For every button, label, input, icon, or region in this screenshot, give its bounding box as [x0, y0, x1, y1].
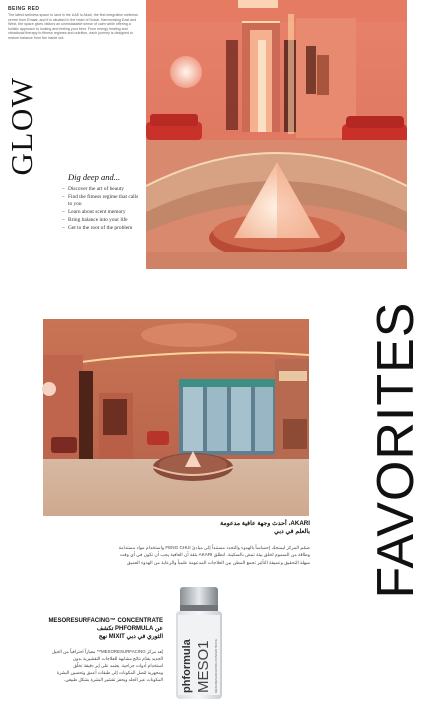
- akari-title-line: AKARI، أحدث وجهة عافية مدعومة: [220, 520, 310, 527]
- meso-article-body: [43, 648, 163, 683]
- meso-article-title: [43, 617, 163, 641]
- list-item: – Bring balance into your life: [62, 217, 142, 223]
- akari-body-line: وطاقة من السموم لخلق بيئة تنبض بالسكينة. انطلق AKARI بثقة أن العافية يجب أن تكون في أي وقت: [119, 552, 310, 558]
- bottle-product-name: MESO1: [195, 640, 212, 693]
- meso-title-line: نهج MIXIT الثوري في دبي: [98, 634, 163, 640]
- meso-body-line: المكونات عبر الجلد ويحفز تقشير البشرة بشكل طبيعي.: [63, 677, 163, 682]
- meso-body-line: يُعد مركز MESORESURFACING™ معياراً احترافياً من الجيل: [51, 649, 163, 654]
- benefit-list: [62, 186, 142, 234]
- section-label: BEING RED: [8, 6, 40, 12]
- akari-interior-photo: [43, 319, 309, 516]
- favorites-heading: FAVORITES: [367, 301, 425, 599]
- meso-body-line: استخدام أدوات جراحية. يعتمد على إبر دقيقة تخلّق: [73, 663, 163, 668]
- bottle-subtitle: MESORESURFACING CONCENTRATE: [214, 639, 218, 693]
- akari-article-title: [150, 520, 310, 536]
- list-item: – Discover the art of beauty: [62, 186, 142, 192]
- akari-lounge-photo: [146, 0, 407, 269]
- meso-title-line: تكشف PHFORMULA عن: [96, 626, 163, 632]
- meso-body-line: ومجهرية لتصل المكونات إلى طبقات أعمق وتحسين البشرة: [56, 670, 163, 675]
- meso1-product-bottle: [168, 585, 230, 702]
- akari-article-body: [44, 544, 310, 566]
- glow-heading: GLOW: [4, 76, 39, 176]
- dig-deep-heading: Dig deep and...: [68, 172, 121, 182]
- list-item: – Find the fitness regime that calls to you: [62, 194, 142, 207]
- akari-body-line: ضمّم المركز ليمنحك إحساساً بالهدوء والتجدد مستنداً إلى مبادئ FENG CHUI واستخدام مواد مستدامة: [118, 545, 310, 550]
- bottle-brand: phformula: [181, 639, 193, 693]
- akari-title-line: بالعلم في دبي: [274, 528, 310, 535]
- meso-title-line: MESORESURFACING™ CONCENTRATE: [48, 618, 163, 624]
- list-item: – Get to the root of the problem: [62, 225, 142, 231]
- meso-body-line: الجديد يقدّم نتائج مشابهة للعلاجات التقشيرية بدون: [72, 656, 163, 661]
- intro-paragraph: The latest wellness space to land in the UAE is Akari, the first integrative wellness centre from Emaar, and it is situated in the heart of Dubai. Harmonising East and West, the space gives visitors an unmistakable sense of calm while offering a holistic approach to looking and feeling your best. From energy healing and vibrational therapy to fitness regimes and nutrition, each journey is designed to restore balance from the inside out.: [8, 13, 138, 40]
- list-item: – Learn about scent memory: [62, 209, 142, 215]
- akari-body-line: سهلة التحقيق وعميقة التأثير تجمع المطن بين العلاجات المدعومة علمياً والرعاية من الهدوء العميق: [127, 559, 310, 565]
